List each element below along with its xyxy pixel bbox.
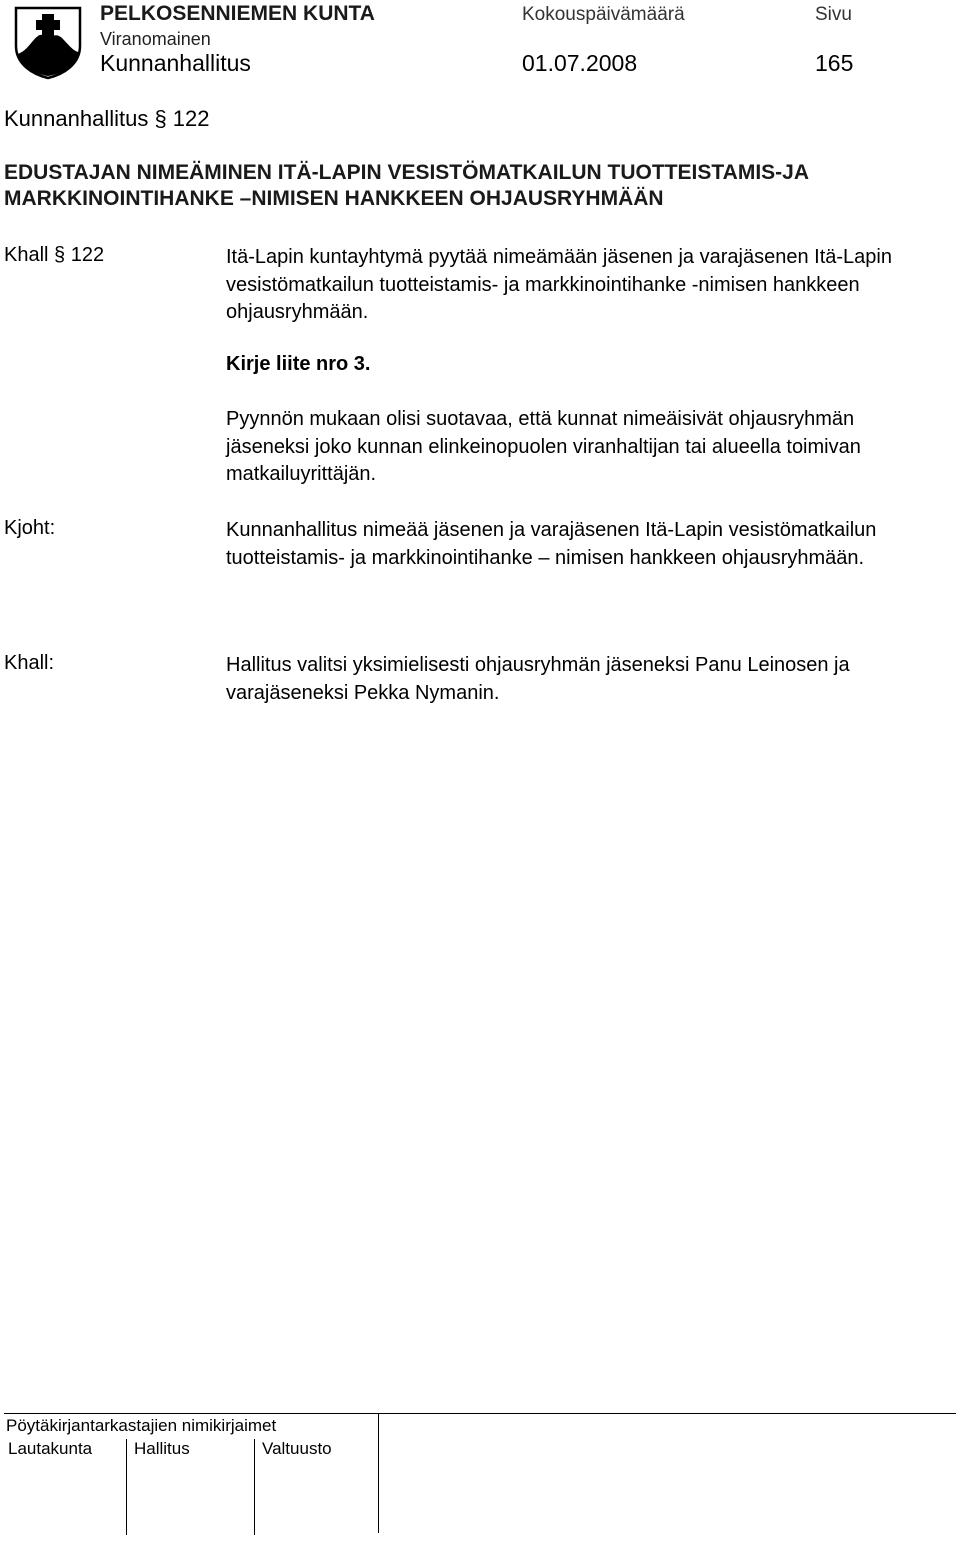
meeting-date: 01.07.2008 — [522, 50, 638, 76]
document-title: EDUSTAJAN NIMEÄMINEN ITÄ-LAPIN VESISTÖMATKAILUN TUOTTEISTAMIS-JA MARKKINOINTIHANKE –NIMISEN HANKKEEN OHJAUSRYHMÄÄN — [4, 161, 809, 210]
initials-footer — [4, 1413, 956, 1541]
initials-column-government: Hallitus — [134, 1439, 190, 1458]
intro-paragraph: Itä-Lapin kuntayhtymä pyytää nimeämään jäsenen ja varajäsenen Itä-Lapin vesistömatkailun tuotteistamis- ja markkinointihanke -nimisen hankkeen ohjausryhmään. — [226, 246, 892, 323]
initials-column-council: Valtuusto — [262, 1439, 332, 1458]
meeting-date-label: Kokouspäivämäärä — [522, 4, 685, 25]
footer-column-divider — [126, 1439, 127, 1535]
request-paragraph: Pyynnön mukaan olisi suotavaa, että kunnat nimeäisivät ohjausryhmän jäseneksi joko kunnan elinkeinopuolen viranhaltijan tai alueella toimivan matkailuyrittäjän. — [226, 408, 861, 485]
page-number: 165 — [815, 50, 854, 76]
footer-column-divider — [254, 1439, 255, 1535]
authority-label: Viranomainen — [100, 29, 211, 49]
decision-paragraph: Hallitus valitsi yksimielisesti ohjausryhmän jäseneksi Panu Leinosen ja varajäseneksi Pekka Nymanin. — [226, 654, 850, 704]
authority-name: Kunnanhallitus — [100, 50, 251, 76]
footer-divider — [4, 1413, 956, 1414]
organization-name: PELKOSENNIEMEN KUNTA — [100, 2, 375, 25]
decision-label: Khall: — [4, 652, 55, 674]
proposal-label: Kjoht: — [4, 517, 56, 539]
proposal-paragraph: Kunnanhallitus nimeää jäsenen ja varajäsenen Itä-Lapin vesistömatkailun tuotteistamis- ja markkinointihanke – nimisen hankkeen ohjausryhmään. — [226, 519, 877, 569]
page-label: Sivu — [815, 4, 852, 25]
intro-label: Khall § 122 — [4, 244, 105, 266]
municipal-coat-of-arms-icon — [14, 6, 82, 80]
section-reference: Kunnanhallitus § 122 — [4, 106, 210, 131]
attachment-reference: Kirje liite nro 3. — [226, 353, 371, 375]
footer-box-right-edge — [378, 1413, 379, 1533]
initials-column-board: Lautakunta — [8, 1439, 93, 1458]
initials-title: Pöytäkirjantarkastajien nimikirjaimet — [6, 1416, 277, 1435]
